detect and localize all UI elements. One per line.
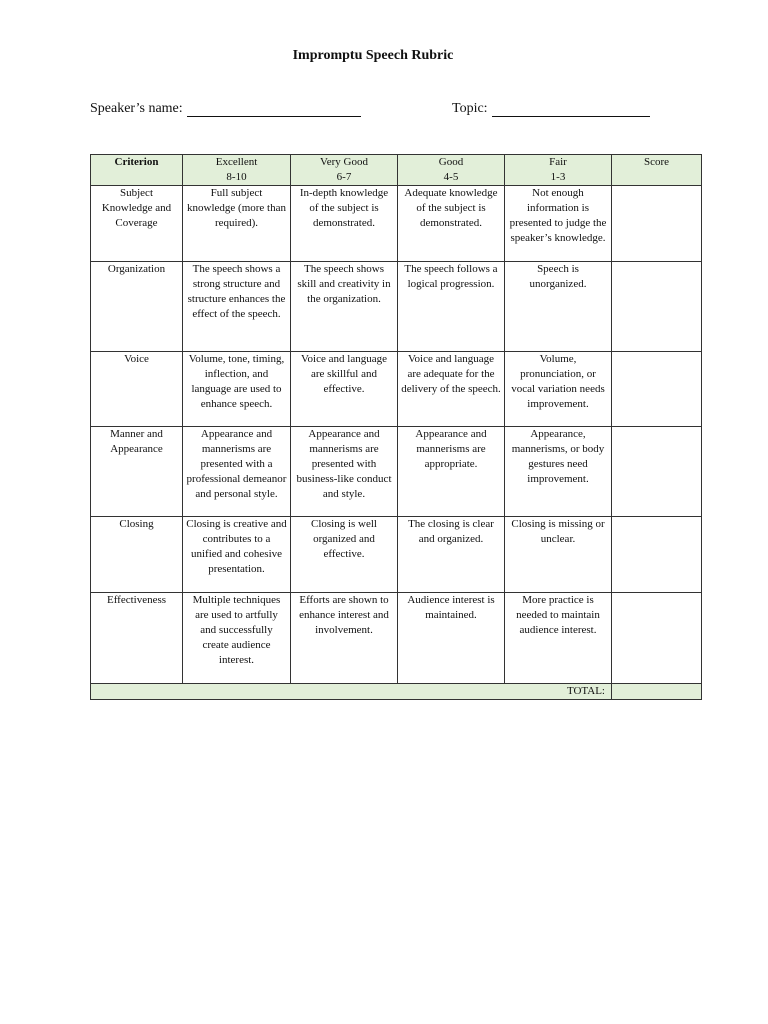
rubric-table bbox=[90, 154, 702, 700]
tier-range: 8-10 bbox=[226, 171, 247, 183]
score-cell[interactable] bbox=[612, 593, 702, 684]
table-row bbox=[91, 186, 702, 262]
criterion-cell: Closing bbox=[91, 517, 183, 593]
good-cell: The speech follows a logical progression. bbox=[398, 262, 505, 352]
score-cell[interactable] bbox=[612, 262, 702, 352]
excellent-cell: Volume, tone, timing, inflection, and language are used to enhance speech. bbox=[183, 352, 291, 427]
speaker-name-blank[interactable] bbox=[187, 102, 361, 117]
total-score-cell[interactable] bbox=[612, 684, 702, 700]
excellent-cell: Appearance and mannerisms are presented with a professional demeanor and personal style. bbox=[183, 427, 291, 517]
excellent-cell: The speech shows a strong structure and structure enhances the effect of the speech. bbox=[183, 262, 291, 352]
criterion-cell: Effectiveness bbox=[91, 593, 183, 684]
excellent-cell: Full subject knowledge (more than required). bbox=[183, 186, 291, 262]
total-label: TOTAL: bbox=[91, 684, 612, 700]
good-cell: Adequate knowledge of the subject is demonstrated. bbox=[398, 186, 505, 262]
table-row bbox=[91, 427, 702, 517]
good-cell: Voice and language are adequate for the delivery of the speech. bbox=[398, 352, 505, 427]
tier-range: 1-3 bbox=[550, 171, 566, 183]
score-header: Score bbox=[612, 155, 702, 186]
very-good-cell: Voice and language are skillful and effective. bbox=[291, 352, 398, 427]
score-cell[interactable] bbox=[612, 186, 702, 262]
excellent-cell: Closing is creative and contributes to a unified and cohesive presentation. bbox=[183, 517, 291, 593]
tier-range: 6-7 bbox=[336, 171, 352, 183]
tier-header-very-good bbox=[291, 155, 398, 186]
tier-name: Fair bbox=[549, 156, 567, 168]
speaker-name-field bbox=[90, 101, 361, 117]
very-good-cell: In-depth knowledge of the subject is demonstrated. bbox=[291, 186, 398, 262]
score-cell[interactable] bbox=[612, 517, 702, 593]
tier-name: Very Good bbox=[320, 156, 368, 168]
good-cell: Appearance and mannerisms are appropriate. bbox=[398, 427, 505, 517]
tier-name: Good bbox=[438, 156, 464, 168]
good-cell: The closing is clear and organized. bbox=[398, 517, 505, 593]
table-row bbox=[91, 593, 702, 684]
criterion-cell: Voice bbox=[91, 352, 183, 427]
fair-cell: Appearance, mannerisms, or body gestures need improvement. bbox=[505, 427, 612, 517]
fair-cell: More practice is needed to maintain audience interest. bbox=[505, 593, 612, 684]
total-row bbox=[91, 684, 702, 700]
very-good-cell: The speech shows skill and creativity in the organization. bbox=[291, 262, 398, 352]
good-cell: Audience interest is maintained. bbox=[398, 593, 505, 684]
fair-cell: Closing is missing or unclear. bbox=[505, 517, 612, 593]
fair-cell: Not enough information is presented to judge the speaker’s knowledge. bbox=[505, 186, 612, 262]
criterion-cell: Organization bbox=[91, 262, 183, 352]
very-good-cell: Closing is well organized and effective. bbox=[291, 517, 398, 593]
speaker-name-label: Speaker’s name: bbox=[90, 101, 183, 116]
very-good-cell: Efforts are shown to enhance interest and involvement. bbox=[291, 593, 398, 684]
score-cell[interactable] bbox=[612, 352, 702, 427]
tier-name: Excellent bbox=[215, 156, 258, 168]
topic-field bbox=[452, 101, 650, 117]
topic-blank[interactable] bbox=[492, 102, 650, 117]
tier-range: 4-5 bbox=[443, 171, 459, 183]
page-title: Impromptu Speech Rubric bbox=[292, 48, 454, 63]
header-row bbox=[91, 155, 702, 186]
tier-header-excellent bbox=[183, 155, 291, 186]
fair-cell: Speech is unorganized. bbox=[505, 262, 612, 352]
table-row bbox=[91, 352, 702, 427]
score-cell[interactable] bbox=[612, 427, 702, 517]
table-row bbox=[91, 517, 702, 593]
topic-label: Topic: bbox=[452, 101, 488, 116]
tier-header-fair bbox=[505, 155, 612, 186]
table-row bbox=[91, 262, 702, 352]
excellent-cell: Multiple techniques are used to artfully and successfully create audience interest. bbox=[183, 593, 291, 684]
very-good-cell: Appearance and mannerisms are presented with business-like conduct and style. bbox=[291, 427, 398, 517]
tier-header-good bbox=[398, 155, 505, 186]
criterion-cell: Subject Knowledge and Coverage bbox=[91, 186, 183, 262]
fair-cell: Volume, pronunciation, or vocal variation needs improvement. bbox=[505, 352, 612, 427]
criterion-cell: Manner and Appearance bbox=[91, 427, 183, 517]
criterion-header: Criterion bbox=[91, 155, 183, 186]
